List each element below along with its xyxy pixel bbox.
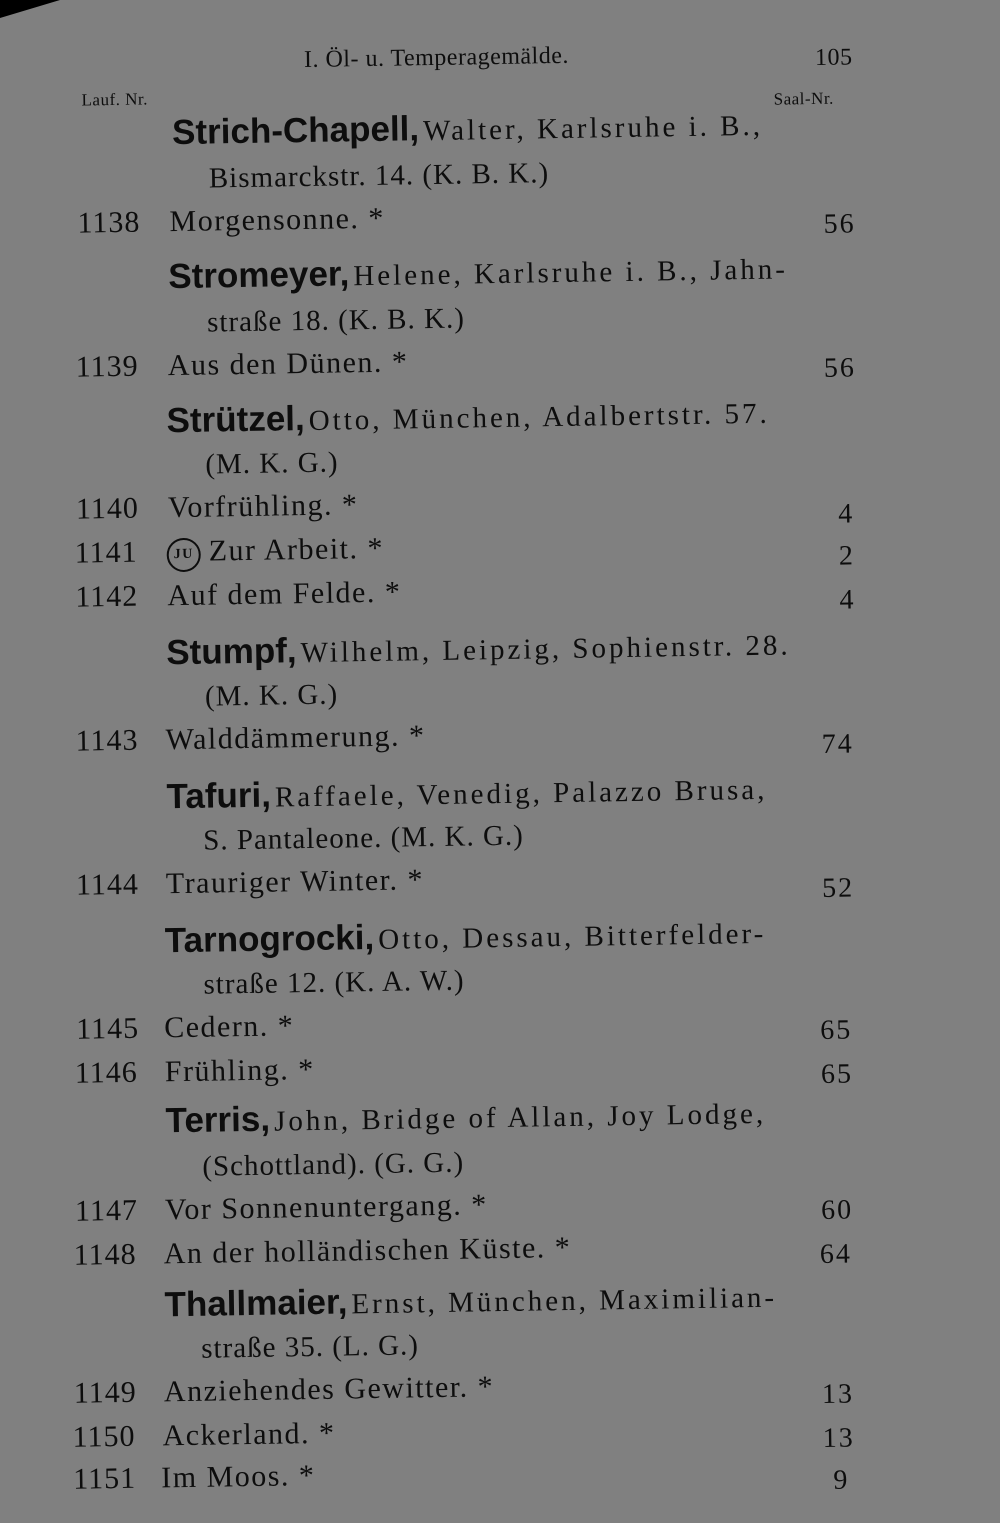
lauf-nr: 1143 [75, 723, 139, 758]
artist-name: Stumpf, [165, 631, 297, 673]
lauf-nr: 1140 [75, 491, 140, 526]
artist-heading [164, 1276, 777, 1326]
saal-nr: 65 [820, 1014, 853, 1047]
artist-name: Stromeyer, [168, 254, 350, 297]
artist-name: Strützel, [166, 399, 305, 441]
artist-details: John, Bridge of Allan, Joy Lodge, [273, 1097, 767, 1138]
artist-address-continuation: (M. K. G.) [204, 678, 339, 713]
artist-address-continuation: straße 18. (K. B. K.) [206, 302, 466, 339]
artwork-title: Morgensonne. * [169, 201, 386, 239]
lauf-nr: 1144 [75, 867, 140, 902]
artist-heading [165, 1092, 766, 1141]
artist-name: Thallmaier, [164, 1282, 348, 1325]
artwork-title: Auf dem Felde. * [167, 575, 402, 613]
lauf-nr: 1147 [74, 1193, 139, 1228]
column-header-saal-nr: Saal-Nr. [773, 88, 834, 109]
artist-details: Ernst, München, Maximilian- [351, 1281, 778, 1321]
lauf-nr: 1151 [72, 1461, 137, 1496]
artist-name: Terris, [165, 1099, 271, 1141]
saal-nr: 4 [839, 584, 856, 616]
artist-name: Strich-Chapell, [171, 109, 420, 153]
artist-heading [166, 768, 767, 817]
artist-name: Tarnogrocki, [164, 918, 375, 961]
artist-details: Raffaele, Venedig, Palazzo Brusa, [274, 773, 768, 814]
artwork-title: Aus den Dünen. * [167, 345, 409, 383]
artist-address-continuation: straße 35. (L. G.) [200, 1329, 420, 1365]
saal-nr: 2 [838, 540, 856, 572]
artist-details: Helene, Karlsruhe i. B., Jahn- [353, 253, 789, 293]
saal-nr: 56 [823, 352, 857, 384]
saal-nr: 64 [819, 1238, 853, 1271]
artwork-title: Vor Sonnenuntergang. * [164, 1188, 488, 1227]
artist-heading [172, 104, 763, 153]
saal-nr: 56 [823, 208, 856, 240]
artist-address-continuation: Bismarckstr. 14. (K. B. K.) [208, 157, 550, 195]
artist-details: Walter, Karlsruhe i. B., [422, 109, 764, 148]
artwork-title: Im Moos. * [160, 1458, 316, 1495]
artwork-title: Cedern. * [163, 1009, 295, 1045]
lauf-nr: 1148 [73, 1237, 137, 1272]
section-title: I. Öl- u. Temperagemälde. [303, 42, 570, 73]
artwork-title: Vorfrühling. * [167, 488, 359, 525]
saal-nr: 13 [821, 1378, 855, 1411]
saal-nr: 9 [833, 1464, 850, 1496]
lauf-nr: 1138 [77, 205, 141, 240]
page-number: 105 [814, 44, 853, 71]
column-header-lauf-nr: Lauf. Nr. [81, 89, 149, 110]
saal-nr: 74 [821, 728, 855, 760]
saal-nr: 52 [821, 872, 855, 904]
artist-address-continuation: straße 12. (K. A. W.) [203, 964, 465, 1001]
artist-details: Wilhelm, Leipzig, Sophienstr. 28. [300, 629, 791, 670]
artwork-title: Frühling. * [164, 1052, 315, 1089]
artist-name: Tafuri, [166, 775, 272, 817]
lauf-nr: 1139 [75, 349, 139, 384]
artist-address-continuation: (M. K. G.) [205, 446, 339, 481]
artwork-title: Walddämmerung. * [165, 719, 426, 757]
artwork-title: Zur Arbeit. * [208, 531, 385, 568]
lauf-nr: 1149 [73, 1375, 138, 1410]
emblem-icon: JU [166, 538, 201, 573]
lauf-nr: 1142 [75, 579, 139, 614]
artwork-title: Trauriger Winter. * [165, 863, 425, 901]
artist-heading [164, 912, 766, 961]
artwork-title: Anziehendes Gewitter. * [163, 1370, 495, 1409]
saal-nr: 4 [837, 498, 855, 530]
artist-details: Otto, München, Adalbertstr. 57. [308, 397, 771, 437]
artwork-title: Ackerland. * [162, 1416, 336, 1453]
saal-nr: 65 [820, 1058, 854, 1090]
saal-nr: 13 [822, 1422, 855, 1455]
artist-details: Otto, Dessau, Bitterfelder- [377, 917, 767, 956]
lauf-nr: 1141 [74, 535, 138, 570]
lauf-nr: 1146 [74, 1055, 139, 1090]
saal-nr: 60 [820, 1194, 854, 1227]
lauf-nr: 1150 [72, 1419, 136, 1454]
artist-address-continuation: S. Pantaleone. (M. K. G.) [202, 819, 525, 857]
artwork-title-with-emblem [166, 532, 384, 572]
artist-address-continuation: (Schottland). (G. G.) [202, 1146, 465, 1183]
artwork-title: An der holländischen Küste. * [163, 1230, 572, 1271]
lauf-nr: 1145 [75, 1011, 140, 1046]
artist-heading [168, 247, 788, 297]
artist-heading [166, 623, 791, 673]
artist-heading [166, 392, 770, 441]
